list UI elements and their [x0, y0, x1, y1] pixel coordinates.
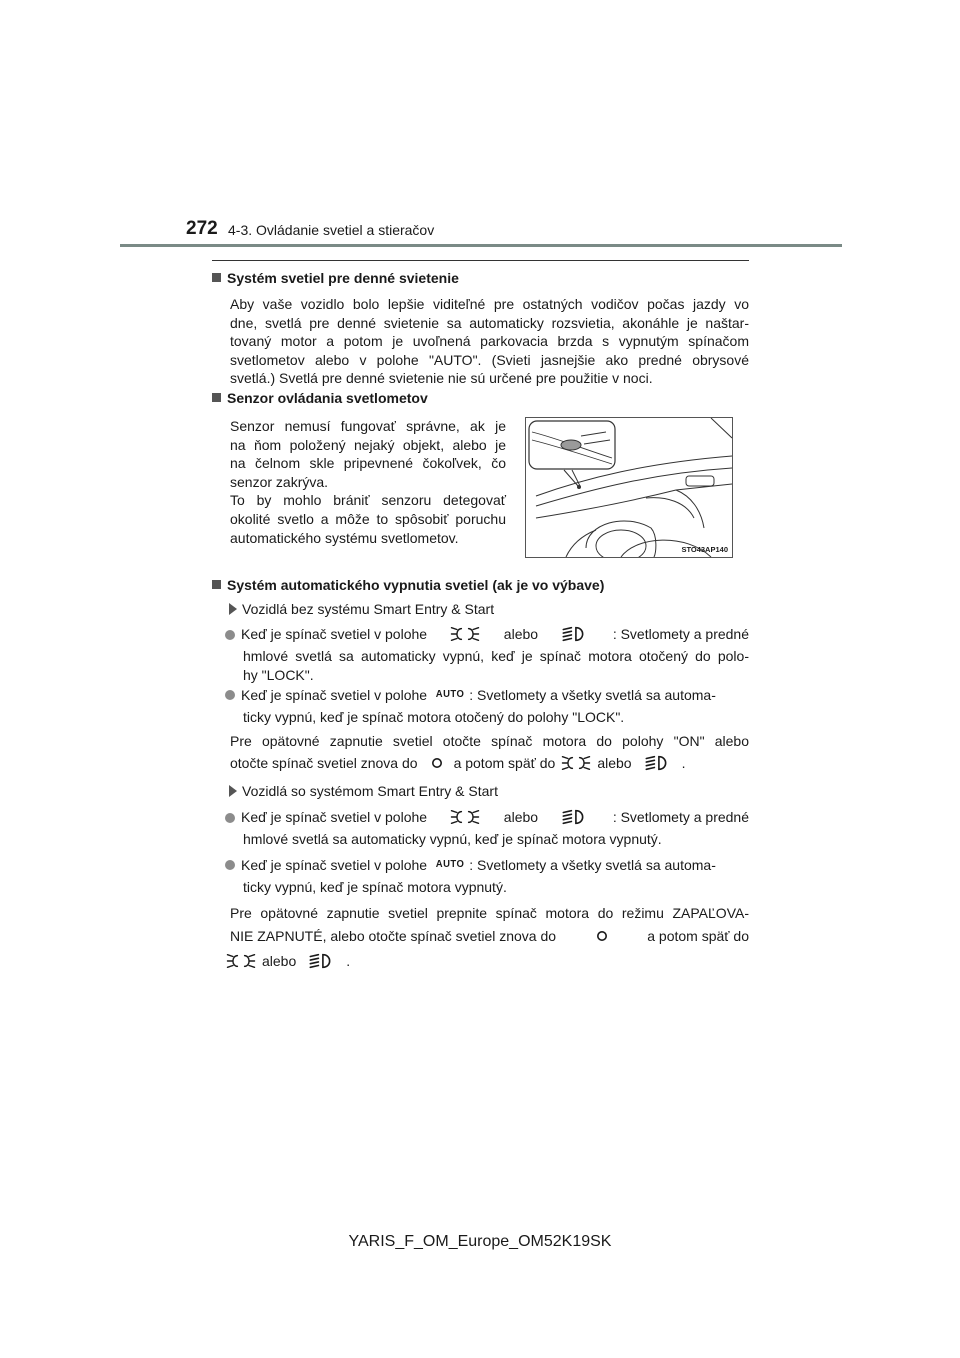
subheading-with-smart-entry: Vozidlá so systémom Smart Entry & Start	[229, 782, 498, 801]
round-bullet-icon	[225, 860, 235, 870]
bullet-continuation: hmlové svetlá sa automaticky vypnú, keď je spínač motora otočený do polo- hy "LOCK".	[243, 648, 749, 683]
square-bullet-icon	[212, 273, 221, 282]
section-heading-headlight-sensor: Senzor ovládania svetlometov	[212, 390, 428, 406]
auto-mode-icon: AUTO	[435, 859, 465, 870]
chapter-title: 4-3. Ovládanie svetiel a stieračov	[228, 222, 435, 238]
sensor-paragraph: Senzor nemusí fungovať správne, ak je na ňom položený nejaký objekt, alebo je na čelnom skle pripevnené čokoľvek, čo senzor zakrýva. To by mohlo brániť senzoru detegovať okolité svetlo a môže to spôsobiť poruchu automatického systému svetlometov.	[230, 418, 506, 546]
header-rule	[120, 244, 842, 247]
reactivation-line: alebo .	[226, 952, 350, 971]
page-number: 272	[186, 218, 218, 239]
tail-lights-icon	[226, 952, 256, 970]
square-bullet-icon	[212, 580, 221, 589]
tail-lights-icon	[450, 625, 480, 643]
tail-lights-icon	[561, 754, 591, 772]
document-code-footer: YARIS_F_OM_Europe_OM52K19SK	[348, 1233, 612, 1250]
headlights-icon	[308, 952, 336, 970]
bullet-tail-head-off-row: Keď je spínač svetiel v polohe alebo : Svetlomety a predné	[225, 808, 749, 827]
bullet-continuation: ticky vypnú, keď je spínač motora otočený do polohy "LOCK".	[243, 709, 625, 725]
lights-off-icon	[430, 756, 444, 770]
headlights-icon	[561, 625, 589, 643]
round-bullet-icon	[225, 630, 235, 640]
triangle-bullet-icon	[229, 785, 237, 797]
round-bullet-icon	[225, 690, 235, 700]
daytime-lights-paragraph: Aby vaše vozidlo bolo lepšie viditeľné pre ostatných vodičov počas jazdy vo dne, svetlá pre denné svietenie sa automaticky rozsvietia, akonáhle je naštar- tovaný motor a potom je uvoľnená parkovacia brzda s vypnutým spínačom svetlometov alebo v polohe "AUTO". (Svieti jasnejšie ako predné obrysové svetlá.) Svetlá pre denné svietenie nie sú určené pre použitie v noci.	[230, 296, 749, 387]
figure-code: STO43AP140	[681, 545, 728, 554]
round-bullet-icon	[225, 813, 235, 823]
bullet-tail-head-off-row: Keď je spínač svetiel v polohe alebo : Svetlomety a predné	[225, 625, 749, 644]
tail-lights-icon	[450, 808, 480, 826]
bullet-auto-row: Keď je spínač svetiel v polohe AUTO : Svetlomety a všetky svetlá sa automa-	[225, 856, 749, 875]
subheading-without-smart-entry: Vozidlá bez systému Smart Entry & Start	[229, 600, 494, 619]
bullet-continuation: ticky vypnú, keď je spínač motora vypnutý.	[243, 879, 507, 895]
reactivation-paragraph: Pre opätovné zapnutie svetiel prepnite spínač motora do režimu ZAPAĽOVA-	[230, 905, 749, 921]
bullet-auto-row: Keď je spínač svetiel v polohe AUTO : Svetlomety a všetky svetlá sa automa-	[225, 686, 749, 705]
section-heading-auto-off: Systém automatického vypnutia svetiel (ak je vo výbave)	[212, 577, 604, 593]
triangle-bullet-icon	[229, 603, 237, 615]
dashboard-sensor-drawing	[526, 418, 732, 557]
headlights-icon	[644, 754, 672, 772]
reactivation-paragraph: Pre opätovné zapnutie svetiel otočte spínač motora do polohy "ON" alebo	[230, 733, 749, 749]
reactivation-line: otočte spínač svetiel znova do a potom späť do alebo .	[230, 755, 686, 771]
bullet-continuation: hmlové svetlá sa automaticky vypnú, keď je spínač motora vypnutý.	[243, 831, 662, 847]
sensor-location-illustration	[525, 417, 733, 558]
headlights-icon	[561, 808, 589, 826]
lights-off-icon	[595, 929, 609, 943]
section-heading-daytime-lights: Systém svetiel pre denné svietenie	[212, 270, 459, 286]
square-bullet-icon	[212, 393, 221, 402]
reactivation-line: NIE ZAPNUTÉ, alebo otočte spínač svetiel znova do a potom späť do	[230, 928, 749, 944]
section-rule	[212, 260, 749, 261]
auto-mode-icon: AUTO	[435, 689, 465, 700]
